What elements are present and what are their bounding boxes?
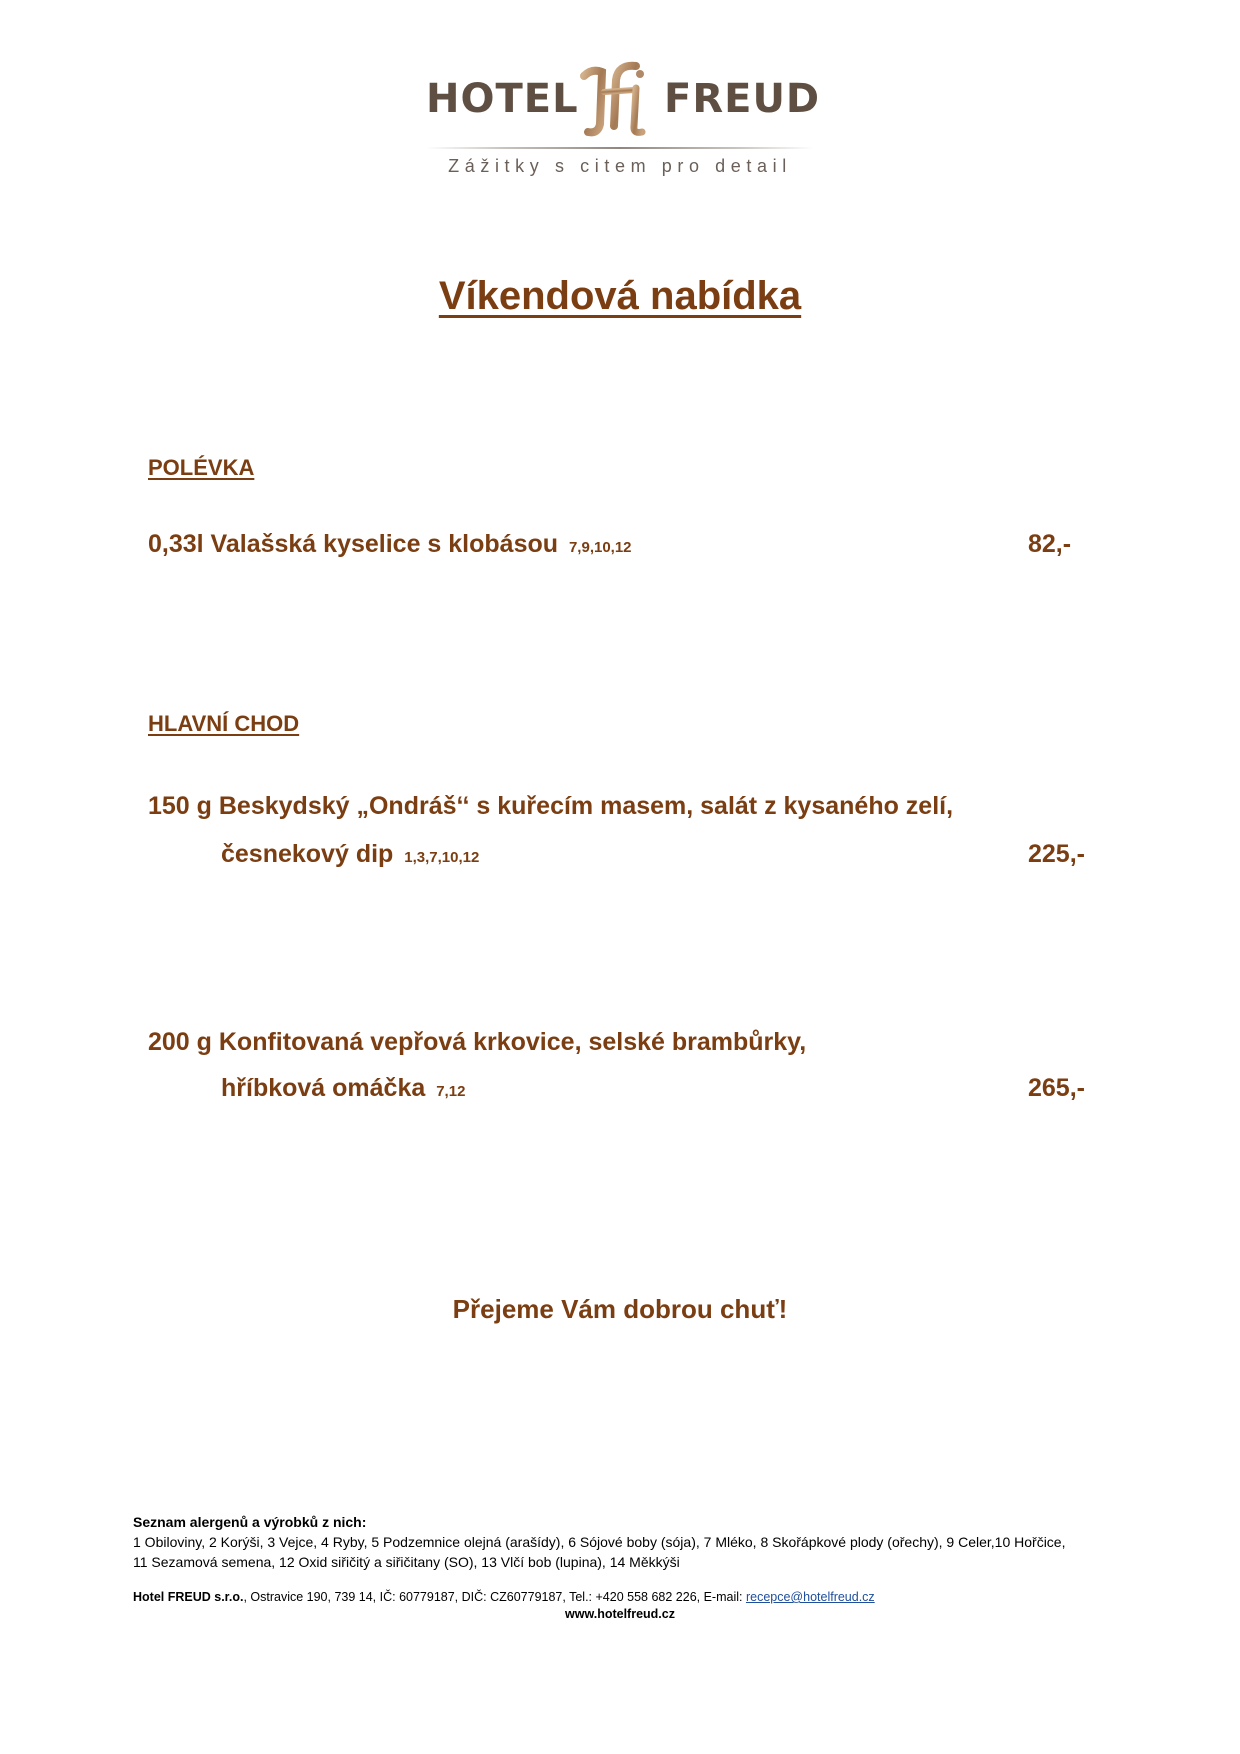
company-details: , Ostravice 190, 739 14, IČ: 60779187, DIČ: CZ60779187, Tel.: +420 558 682 226, E-mail: <box>243 1590 746 1604</box>
menu-item-price: 82,- <box>1028 530 1072 558</box>
allergens-list-line-1: 1 Obiloviny, 2 Korýši, 3 Vejce, 4 Ryby, 5 Podzemnice olejná (arašídy), 6 Sójové boby (sója), 7 Mléko, 8 Skořápkové plody (ořechy), 9 Celer,10 Hořčice, <box>133 1534 1066 1550</box>
menu-item-label: česnekový dip <box>221 840 394 868</box>
logo-tagline: Zážitky s citem pro detail <box>448 156 792 176</box>
logo-divider <box>426 147 814 149</box>
page-title <box>0 272 1240 320</box>
logo-word-hotel: HOTEL <box>426 76 579 122</box>
hotel-logo <box>420 58 820 188</box>
menu-item-main-2-line1: 200 g Konfitovaná vepřová krkovice, selské brambůrky, <box>148 1028 807 1056</box>
website-url: www.hotelfreud.cz <box>565 1607 675 1621</box>
menu-item-main-1-line1: 150 g Beskydský „Ondráš‘‘ s kuřecím masem, salát z kysaného zelí, <box>148 792 954 820</box>
allergens-list-line-2: 11 Sezamová semena, 12 Oxid siřičitý a siřičitany (SO), 13 Vlčí bob (lupina), 14 Měkkýši <box>133 1554 680 1570</box>
menu-item-price: 225,- <box>1028 840 1085 868</box>
company-name: Hotel FREUD s.r.o. <box>133 1590 244 1604</box>
logo-word-freud: FREUD <box>664 76 821 122</box>
menu-item-main-2-line2 <box>221 1072 465 1108</box>
menu-item-allergens: 1,3,7,10,12 <box>404 849 480 866</box>
section-heading-soup: POLÉVKA <box>148 455 255 480</box>
page-title-text: Víkendová nabídka <box>438 274 802 318</box>
menu-item-label: 0,33l Valašská kyselice s klobásou <box>148 530 559 558</box>
allergens-list-title: Seznam alergenů a výrobků z nich: <box>133 1514 367 1530</box>
section-heading-main: HLAVNÍ CHOD <box>148 711 300 736</box>
menu-item-soup-name <box>148 528 632 564</box>
menu-item-label: hříbková omáčka <box>221 1074 426 1102</box>
menu-item-allergens: 7,9,10,12 <box>568 539 632 556</box>
menu-item-allergens: 7,12 <box>436 1083 466 1100</box>
menu-item-main-1-line2 <box>221 838 479 874</box>
email-link[interactable]: recepce@hotelfreud.cz <box>745 1590 875 1604</box>
menu-item-price: 265,- <box>1028 1074 1085 1102</box>
hf-monogram-icon <box>570 58 660 138</box>
closing-message: Přejeme Vám dobrou chuť! <box>452 1294 788 1324</box>
